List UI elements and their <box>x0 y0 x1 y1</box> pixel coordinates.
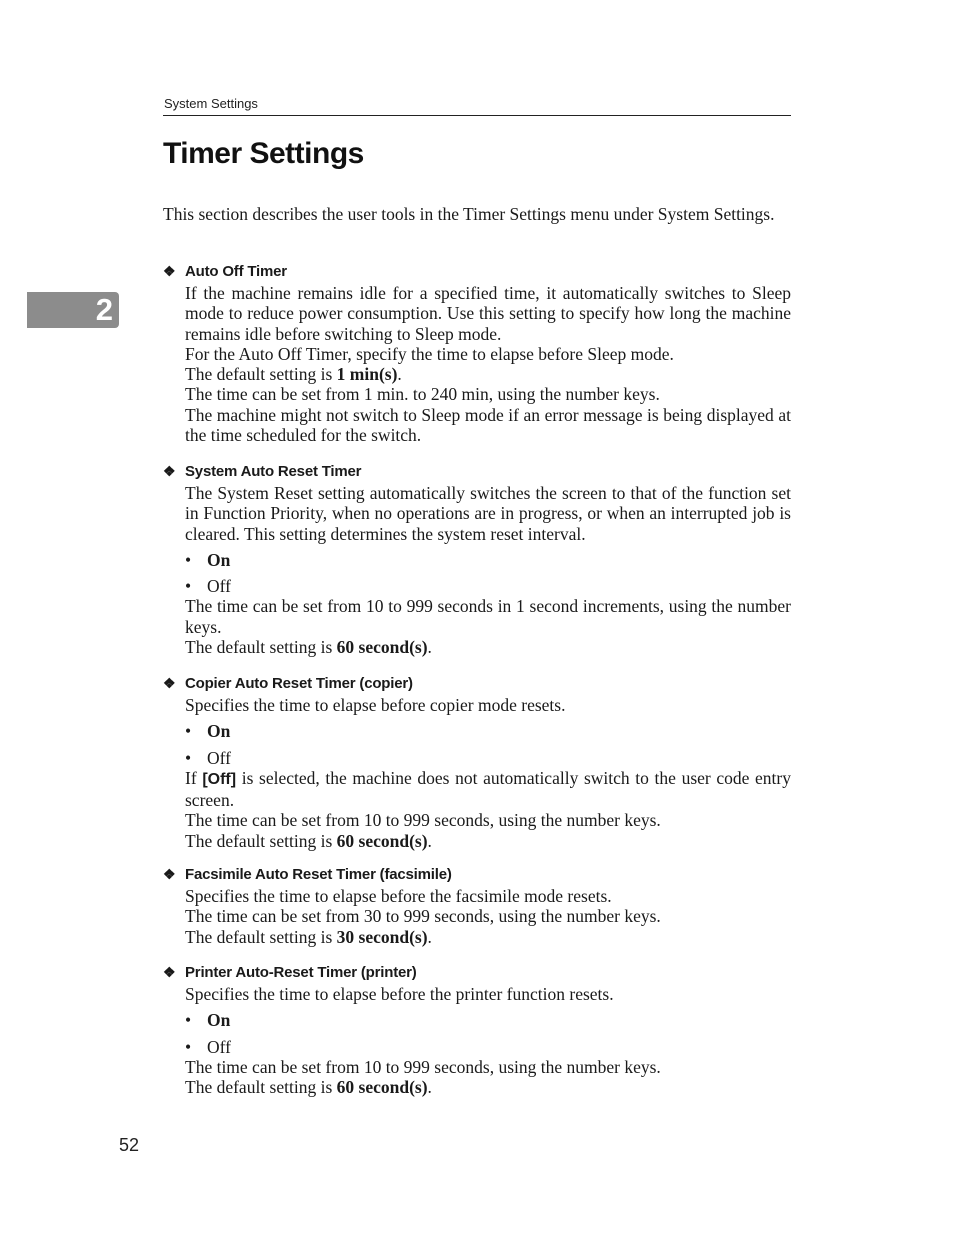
default-suffix: . <box>427 926 432 947</box>
diamond-bullet-icon: ❖ <box>163 866 176 882</box>
section-copier-auto-reset-timer <box>163 673 791 851</box>
paragraph: For the Auto Off Timer, specify the time to elapse before Sleep mode. <box>185 343 674 364</box>
default-setting <box>185 1077 791 1097</box>
paragraph: Specifies the time to elapse before the printer function resets. <box>185 984 614 1004</box>
intro-paragraph: This section describes the user tools in the Timer Settings menu under System Settings. <box>163 204 775 224</box>
default-prefix: The default setting is <box>185 637 337 658</box>
section-body <box>185 886 791 947</box>
section-heading <box>163 461 791 481</box>
default-suffix: . <box>397 364 402 385</box>
diamond-bullet-icon: ❖ <box>163 675 176 691</box>
section-heading-text: Facsimile Auto Reset Timer (facsimile) <box>185 866 452 883</box>
option-label: Off <box>207 747 231 768</box>
diamond-bullet-icon: ❖ <box>163 964 176 980</box>
paragraph: The time can be set from 10 to 999 seconds in 1 second increments, using the number keys. <box>185 596 791 637</box>
section-printer-auto-reset-timer <box>163 962 791 1097</box>
section-body <box>185 283 791 445</box>
header-rule <box>163 115 791 116</box>
default-suffix: . <box>427 830 432 851</box>
paragraph: Specifies the time to elapse before copier mode resets. <box>185 695 566 715</box>
bullet-icon: • <box>185 549 192 570</box>
option-label: On <box>207 1010 231 1031</box>
page-title: Timer Settings <box>163 137 364 170</box>
section-body <box>185 695 791 851</box>
default-prefix: The default setting is <box>185 830 337 851</box>
default-suffix: . <box>427 1077 432 1098</box>
paragraph: The time can be set from 10 to 999 seconds, using the number keys. <box>185 1056 661 1077</box>
section-heading-text: Auto Off Timer <box>185 263 287 280</box>
default-value: 60 second(s) <box>336 637 428 658</box>
option-item <box>185 570 791 596</box>
option-label: Off <box>207 1036 231 1057</box>
section-heading-text: Copier Auto Reset Timer (copier) <box>185 675 413 692</box>
section-heading <box>163 864 791 884</box>
bullet-icon: • <box>185 1010 192 1031</box>
default-value: 30 second(s) <box>336 926 428 947</box>
paragraph: The time can be set from 30 to 999 seconds, using the number keys. <box>185 906 661 927</box>
default-value: 60 second(s) <box>336 830 428 851</box>
note-prefix: If <box>185 767 203 788</box>
section-heading <box>163 673 791 693</box>
section-heading <box>163 962 791 982</box>
section-system-auto-reset-timer <box>163 461 791 657</box>
section-body <box>185 483 791 657</box>
default-setting <box>185 927 791 947</box>
key-label-off: [Off] <box>202 770 237 788</box>
option-label: Off <box>207 576 231 597</box>
default-suffix: . <box>427 637 432 658</box>
option-item <box>185 1031 791 1057</box>
option-item <box>185 715 791 741</box>
bullet-icon: • <box>185 747 192 768</box>
paragraph: The System Reset setting automatically switches the screen to that of the function set in Function Priority, when no operations are in progress, or when an interrupted job is cleared. This setting determines the system reset interval. <box>185 483 791 544</box>
default-prefix: The default setting is <box>185 1077 337 1098</box>
diamond-bullet-icon: ❖ <box>163 463 176 479</box>
option-item <box>185 742 791 768</box>
default-value: 60 second(s) <box>336 1077 428 1098</box>
section-heading <box>163 261 791 281</box>
option-label: On <box>207 721 231 742</box>
option-item <box>185 544 791 570</box>
option-label: On <box>207 549 231 570</box>
bullet-icon: • <box>185 721 192 742</box>
section-body <box>185 984 791 1097</box>
paragraph: The time can be set from 1 min. to 240 min, using the number keys. <box>185 384 660 405</box>
section-facsimile-auto-reset-timer <box>163 864 791 947</box>
default-setting <box>185 364 791 384</box>
section-auto-off-timer <box>163 261 791 445</box>
option-item <box>185 1004 791 1030</box>
paragraph: Specifies the time to elapse before the facsimile mode resets. <box>185 886 612 906</box>
note-suffix: is selected, the machine does not automatically switch to the user code entry screen. <box>185 767 792 811</box>
paragraph: If the machine remains idle for a specified time, it automatically switches to Sleep mode to reduce power consumption. Use this setting to specify how long the machine remains idle before switching to Sleep mode. <box>185 283 791 344</box>
bullet-icon: • <box>185 1036 192 1057</box>
chapter-number: 2 <box>95 292 113 327</box>
section-heading-text: System Auto Reset Timer <box>185 463 362 480</box>
running-header: System Settings <box>164 96 258 111</box>
default-prefix: The default setting is <box>185 364 337 385</box>
default-setting <box>185 637 791 657</box>
note-paragraph <box>185 768 791 811</box>
default-prefix: The default setting is <box>185 926 337 947</box>
bullet-icon: • <box>185 576 192 597</box>
paragraph: The machine might not switch to Sleep mode if an error message is being displayed at the time scheduled for the switch. <box>185 404 791 446</box>
paragraph: The time can be set from 10 to 999 seconds, using the number keys. <box>185 810 661 831</box>
diamond-bullet-icon: ❖ <box>163 263 176 279</box>
default-value: 1 min(s) <box>336 364 398 385</box>
chapter-tab <box>27 292 119 328</box>
default-setting <box>185 831 791 851</box>
page-number: 52 <box>119 1135 140 1155</box>
section-heading-text: Printer Auto-Reset Timer (printer) <box>185 964 417 981</box>
